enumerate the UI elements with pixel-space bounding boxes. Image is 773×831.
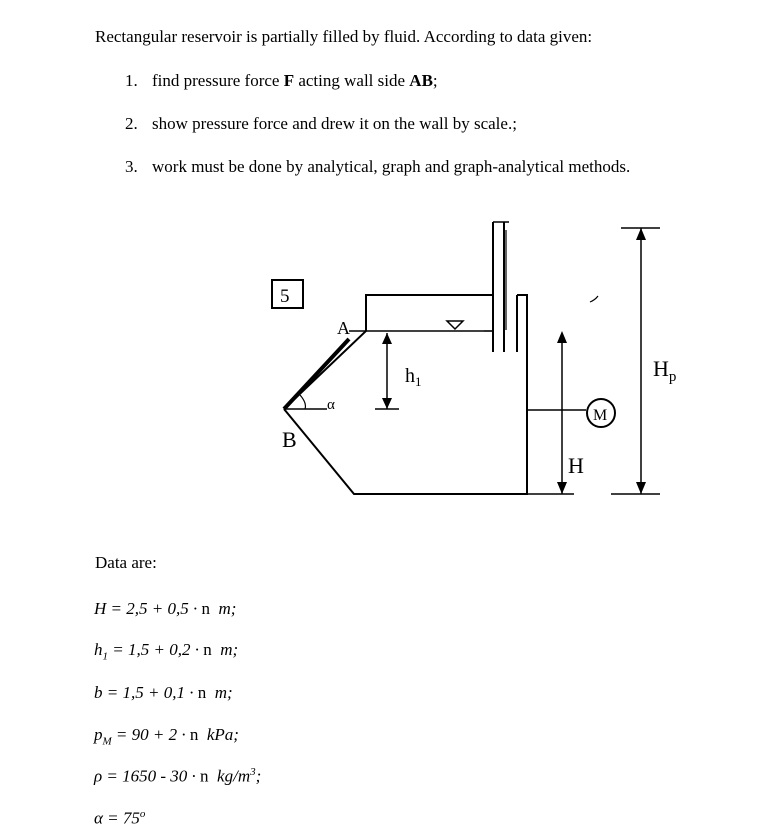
task-number: 1. [125,71,138,90]
Hp-arrow-top [636,228,646,240]
manometer-label: M [593,407,608,424]
formula-b: b = 1,5 + 0,1 · n m; [94,683,233,702]
formula-pM: $p_M = 90 + 2 \cdot n$ kPa; [94,725,239,748]
point-b-label: B [282,427,297,452]
reservoir-wall-lower [284,295,527,494]
angle-arc [300,395,305,409]
meniscus-mark [590,296,598,302]
task-number: 2. [125,114,138,133]
task-text: find pressure force [152,71,284,90]
h1-arrow-top [382,333,392,344]
H-arrow-bottom [557,482,567,494]
reservoir-wall-upper [284,295,493,409]
formula-h1: $h_1 = 1,5 + 0,2 \cdot n$ m; [94,640,239,663]
data-heading: Data are: [95,553,157,572]
H-arrow-top [557,331,567,343]
problem-intro: Rectangular reservoir is partially filled by fluid. According to data given: [95,27,593,46]
formula-rho: ρ = 1650 - 30 · n $kg/m^3$; [94,766,262,786]
task-number: 3. [125,157,138,176]
angle-alpha-label: α [327,397,335,413]
h1-label: $h_1$ [405,365,422,389]
force-symbol: F [283,71,295,90]
task-text: ; [432,71,438,90]
water-level-triangle [447,321,463,329]
variant-number: 5 [280,286,290,307]
formula-alpha: $\alpha = 75^o$ [94,808,146,828]
Hp-label: $H_p$ [653,356,677,385]
Hp-arrow-bottom [636,482,646,494]
H-label: H [568,453,584,478]
formula-H: H = 2,5 + 0,5 · n m; [94,599,237,618]
task-text: work must be done by analytical, graph and graph-analytical methods. [152,157,631,176]
h1-arrow-bottom [382,398,392,409]
wall-side-label: AB [409,71,433,90]
wall-ab [284,339,349,409]
task-text: acting wall side [294,71,410,90]
point-a-label: A [337,318,350,338]
task-text: show pressure force and drew it on the wall by scale.; [152,114,517,133]
